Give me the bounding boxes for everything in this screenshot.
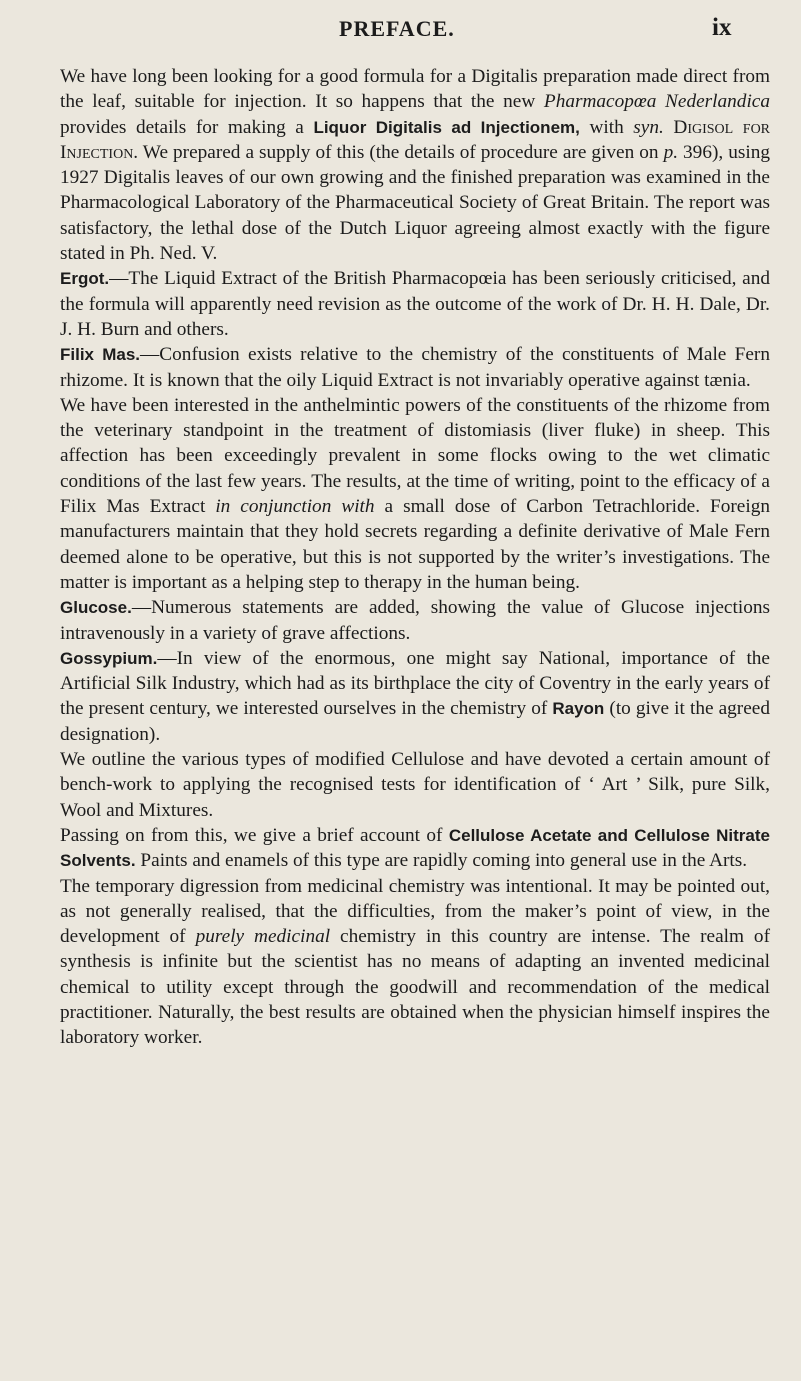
paragraph-digitalis xyxy=(60,64,770,266)
paragraph-filix-mas xyxy=(60,342,770,393)
text-run: 396), using 1927 Digitalis leaves of our own growing and the finished preparation was examined in the Pharmacological Laboratory of the Pharmaceutical Society of Great Britain. The report was satisfactory, the lethal dose of the Dutch Liquor agreeing almost exactly with the figure stated in Ph. Ned. V. xyxy=(60,141,770,265)
text-run xyxy=(664,117,674,138)
preface-body xyxy=(60,64,770,1051)
italic-abbrev: syn. xyxy=(633,116,664,138)
text-run: —Numerous statements are added, showing the value of Glucose injections intravenously in a variety of grave affections. xyxy=(60,597,770,644)
text-run: a small dose of Carbon Tetrachloride. Foreign manufacturers maintain that they hold secrets regarding a definite derivative of Male Fern deemed alone to be operative, but this is not supported by the writer’s investigations. The matter is important as a helping step to therapy in the human being. xyxy=(60,496,770,593)
text-run: chemistry in this country are intense. The realm of synthesis is infinite but the scientist has no means of adapting an invented medicinal chemical to utility except through the goodwill and recommendation of the medical practitioner. Naturally, the best results are obtained when the physician himself inspires the laboratory worker. xyxy=(60,926,770,1049)
text-run: with xyxy=(579,116,634,138)
section-heading: Filix Mas. xyxy=(60,345,141,365)
text-run: provides details for making a xyxy=(60,116,314,138)
text-run: The temporary digression from medicinal chemistry was intentional. It may be pointed out, as not generally realised, that the difficulties, from the maker’s point of view, in the development of xyxy=(60,875,770,948)
text-run: Passing on from this, we give a brief account of xyxy=(60,824,449,846)
paragraph-gossypium xyxy=(60,646,770,747)
bold-term: Cellulose Acetate and Cellulose Nitrate Solvents. xyxy=(60,825,770,871)
text-run: —The Liquid Extract of the British Pharmacopœia has been seriously criticised, and the formula will apparently need revision as the outcome of the work of Dr. H. H. Dale, Dr. J. H. Burn and others. xyxy=(60,268,770,340)
smallcaps-term: Digisol for Injection. xyxy=(60,116,771,163)
bold-term: Liquor Digitalis ad Injectionem, xyxy=(313,117,580,137)
bold-term: Rayon xyxy=(552,699,605,719)
text-run: We have long been looking for a good formula for a Digitalis preparation made direct from the leaf, suitable for injection. It so happens that the new xyxy=(60,66,770,113)
paragraph-ergot xyxy=(60,266,770,342)
text-run: We have been interested in the anthelmintic powers of the constituents of the rhizome from the veterinary standpoint in the treatment of distomiasis (liver fluke) in sheep. This affection has been exceedingly prevalent in some flocks owing to the wet climatic conditions of the last few years. The results, at the time of writing, point to the efficacy of a Filix Mas Extract xyxy=(60,394,770,518)
italic-abbrev: p. xyxy=(663,141,679,163)
page-header xyxy=(0,12,801,42)
italic-phrase: in conjunction with xyxy=(215,496,375,518)
italic-phrase: purely medicinal xyxy=(195,926,331,948)
page-number: ix xyxy=(712,14,732,41)
text-run: (to give it the agreed designation). xyxy=(60,698,770,745)
italic-title: Pharmacopœa Nederlandica xyxy=(543,91,770,113)
text-run: —Confusion exists relative to the chemistry of the constituents of Male Fern rhizome. It is known that the oily Liquid Extract is not invariably operative against tænia. xyxy=(60,344,770,391)
paragraph-digression xyxy=(60,874,770,1051)
section-heading: Ergot. xyxy=(60,269,110,289)
text-run: We prepared a supply of this (the details of procedure are given on xyxy=(138,141,664,163)
section-heading: Glucose. xyxy=(60,598,132,618)
text-run: —In view of the enormous, one might say National, importance of the Artificial Silk Industry, which had as its birthplace the city of Coventry in the early years of the present century, we interested ourselves in the chemistry of xyxy=(60,647,770,720)
paragraph-anthelmintic xyxy=(60,393,770,595)
text-run: We outline the various types of modified Cellulose and have devoted a certain amount of bench-work to applying the recognised tests for identification of ‘ Art ’ Silk, pure Silk, Wool and Mixtures. xyxy=(60,749,770,821)
paragraph-cellulose xyxy=(60,747,770,823)
running-head: PREFACE. xyxy=(339,16,455,41)
paragraph-solvents xyxy=(60,823,770,874)
section-heading: Gossypium. xyxy=(60,648,158,668)
text-run: Paints and enamels of this type are rapidly coming into general use in the Arts. xyxy=(135,850,748,872)
paragraph-glucose xyxy=(60,595,770,646)
